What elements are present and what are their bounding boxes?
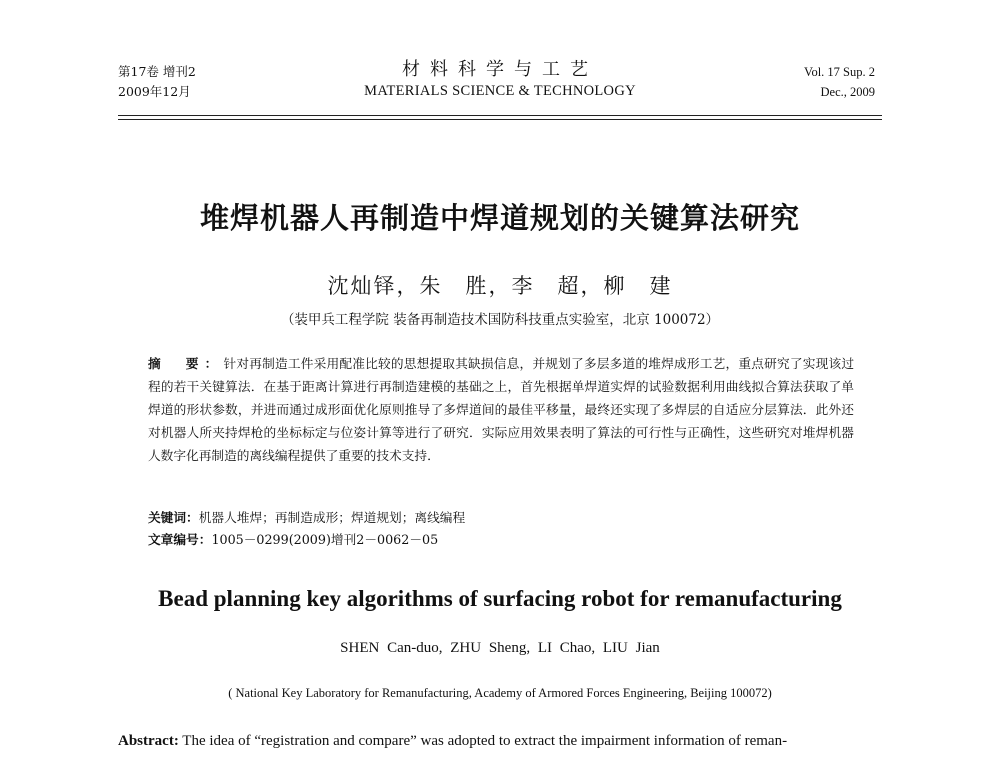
header-rule-thick	[118, 115, 882, 116]
authors-cn: 沈灿铎，朱 胜，李 超，柳 建	[327, 274, 673, 298]
keywords-cn-text: 机器人堆焊；再制造成形；焊道规划；离线编程	[198, 510, 466, 525]
article-number	[148, 529, 854, 548]
article-number-text: 1005－0299(2009)增刊2－0062－05	[211, 532, 439, 547]
header-date-cn: 2009年12月	[118, 84, 191, 99]
header-volume-cn: 第17卷 增刊2	[118, 64, 196, 79]
journal-name-en: MATERIALS SCIENCE & TECHNOLOGY	[364, 83, 636, 99]
abstract-en-text: The idea of “registration and compare” was adopted to extract the impairment information of reman-	[178, 733, 788, 749]
authors-en: SHEN Can-duo, ZHU Sheng, LI Chao, LIU Jian	[340, 640, 660, 656]
header-rule-thin	[118, 119, 882, 120]
affiliation-en: ( National Key Laboratory for Remanufacturing, Academy of Armored Forces Engineering, Beijing 100072)	[228, 686, 772, 700]
keywords-cn	[148, 507, 854, 526]
abstract-cn-label: 摘 要：	[148, 356, 224, 371]
abstract-en-label: Abstract:	[118, 733, 179, 749]
abstract-en	[118, 733, 888, 750]
abstract-cn-text: 针对再制造工件采用配准比较的思想提取其缺损信息，并规划了多层多道的堆焊成形工艺，重点研究了实现该过程的若干关键算法．在基于距离计算进行再制造建模的基础之上，首先根据单焊道实焊的试验数据利用曲线拟合算法获取了单焊道的形状参数，并进而通过成形面优化原则推导了多焊道间的最佳平移量，最终还实现了多焊层的自适应分层算法．此外还对机器人所夹持焊枪的坐标标定与位姿计算等进行了研究．实际应用效果表明了算法的可行性与正确性，这些研究对堆焊机器人数字化再制造的离线编程提供了重要的技术支持．	[148, 356, 855, 463]
keywords-cn-label: 关键词：	[148, 510, 199, 525]
paper-title-cn: 堆焊机器人再制造中焊道规划的关键算法研究	[199, 201, 800, 235]
header-volume-en: Vol. 17 Sup. 2	[804, 65, 875, 79]
paper-title-en: Bead planning key algorithms of surfacing robot for remanufacturing	[158, 586, 842, 611]
header-right	[804, 62, 875, 102]
affiliation-cn: （装甲兵工程学院 装备再制造技术国防科技重点实验室，北京 100072）	[280, 312, 720, 328]
journal-name-cn: 材料科学与工艺	[402, 59, 598, 80]
header-date-en: Dec., 2009	[820, 85, 875, 99]
article-number-label: 文章编号：	[148, 532, 212, 547]
abstract-cn	[148, 352, 854, 467]
